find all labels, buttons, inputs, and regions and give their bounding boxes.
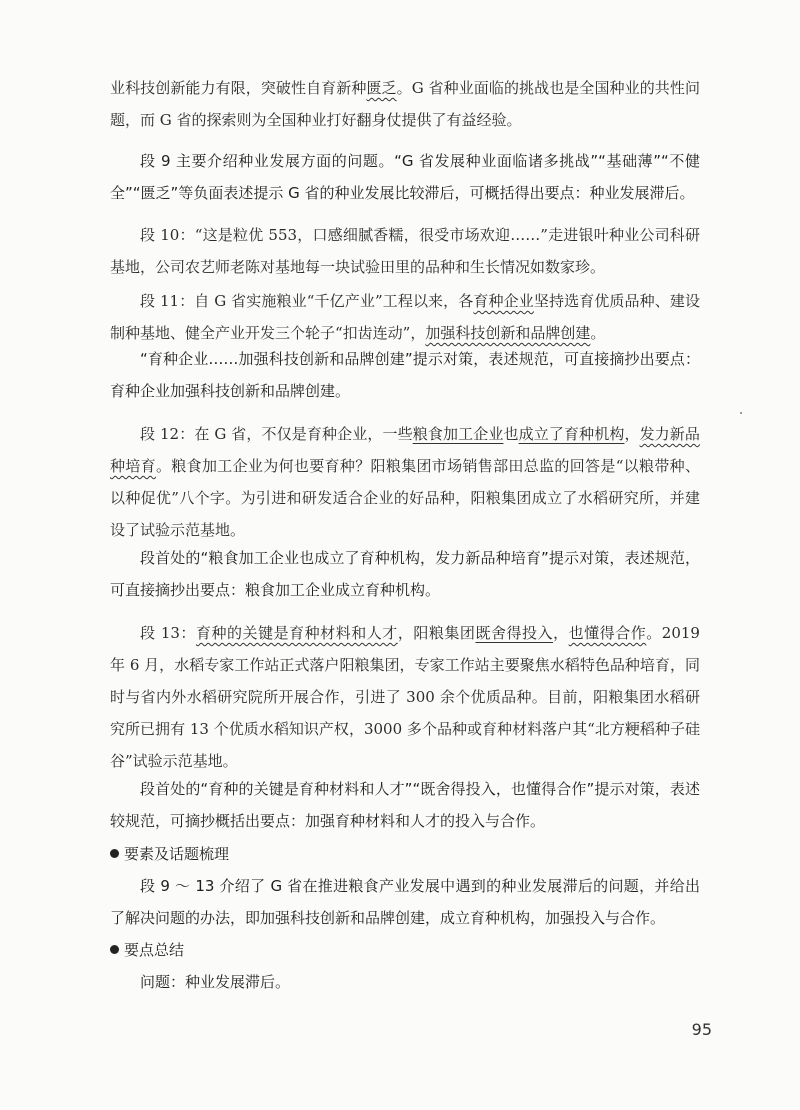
text-run: ，阳粮集团 <box>397 624 476 642</box>
analysis-paragraph-13: 段首处的“育种的关键是育种材料和人才”“既舍得投入，也懂得合作”提示对策，表述较规范，可摘抄概括出要点：加强育种材料和人才的投入与合作。 <box>110 780 700 830</box>
text-run: 段 12：在 G 省，不仅是育种企业，一些 <box>140 425 413 443</box>
text-run: 。2019 年 6 月，水稻专家工作站正式落户阳粮集团，专家工作站主要聚焦水稻特色品种培育，同时与省内外水稻研究院所开展合作，引进了 300 余个优质品种。目前，阳粮集团水稻研究所已拥有 13 个优质水稻知识产权，3000 多个品种或育种材料落户其“北方粳稻种子硅谷”试验示范基地。 <box>110 624 700 770</box>
bullet-dot-icon <box>110 945 119 954</box>
text-run: 。粮食加工企业为何也要育种？阳粮集团市场销售部田总监的回答是“以粮带种、以种促优”八个字。为引进和研发适合企业的好品种，阳粮集团成立了水稻研究所，并建设了试验示范基地。 <box>110 457 700 539</box>
analysis-paragraph-11: “育种企业……加强科技创新和品牌创建”提示对策，表述规范，可直接摘抄出要点：育种企业加强科技创新和品牌创建。 <box>110 350 700 400</box>
underlined-phrase: 既舍得投入 <box>475 624 554 642</box>
analysis-paragraph-9: 段 9 主要介绍种业发展方面的问题。“G 省发展种业面临诸多挑战”“基础薄”“不健全”“匮乏”等负面表述提示 G 省的种业发展比较滞后，可概括得出要点：种业发展滞后。 <box>110 152 700 202</box>
page-number: 95 <box>691 1020 712 1039</box>
paragraph-10: 段 10：“这是粒优 553，口感细腻香糯，很受市场欢迎……”走进银叶种业公司科研基地，公司农艺师老陈对基地每一块试验田里的品种和生长情况如数家珍。 <box>110 226 700 276</box>
text-run: 业科技创新能力有限，突破性自育新种 <box>110 79 367 97</box>
paragraph-11 <box>110 285 700 349</box>
underlined-phrase: 匮乏 <box>366 79 397 97</box>
underlined-phrase: 也懂得合作 <box>568 624 647 642</box>
text-run: 。G 省种业面临的挑战也是全国种业的共性问题，而 G 省的探索则为全国种业打好翻身仗提供了有益经验。 <box>110 79 700 129</box>
bullet-dot-icon <box>110 849 119 858</box>
section-heading-points <box>110 934 184 966</box>
underlined-phrase: 育种的关键是育种材料和人才 <box>195 624 398 642</box>
problem-summary: 问题：种业发展滞后。 <box>140 973 291 991</box>
text-run: ， <box>553 624 569 642</box>
paragraph-12 <box>110 418 700 546</box>
heading-text: 要点总结 <box>124 941 185 959</box>
underlined-phrase: 发力新品种培育 <box>110 425 700 475</box>
underlined-phrase: 加强科技创新和品牌创建 <box>425 324 591 342</box>
text-run: 坚持选育优质品种、建设制种基地、健全产业开发三个轮子“扣齿连动”， <box>110 292 700 342</box>
section-heading-elements <box>110 838 229 870</box>
paragraph-continuation <box>110 72 700 136</box>
text-run: ， <box>624 425 640 443</box>
text-run: 。 <box>590 324 606 342</box>
summary-paragraph: 段 9 ～ 13 介绍了 G 省在推进粮食产业发展中遇到的种业发展滞后的问题，并给出了解决问题的办法，即加强科技创新和品牌创建，成立育种机构，加强投入与合作。 <box>110 877 700 927</box>
analysis-paragraph-12: 段首处的“粮食加工企业也成立了育种机构，发力新品种培育”提示对策，表述规范，可直接摘抄出要点：粮食加工企业成立育种机构。 <box>110 549 700 599</box>
underlined-phrase: 粮食加工企业 <box>412 425 504 443</box>
paragraph-13 <box>110 617 700 777</box>
underlined-phrase: 育种企业 <box>473 292 534 310</box>
heading-text: 要素及话题梳理 <box>124 845 230 863</box>
text-run: 也 <box>503 425 519 443</box>
text-run: 段 11：自 G 省实施粮业“千亿产业”工程以来，各 <box>140 292 474 310</box>
scan-speck <box>740 412 742 414</box>
text-run: 段 13： <box>140 624 196 642</box>
underlined-phrase: 成立了育种机构 <box>518 425 625 443</box>
